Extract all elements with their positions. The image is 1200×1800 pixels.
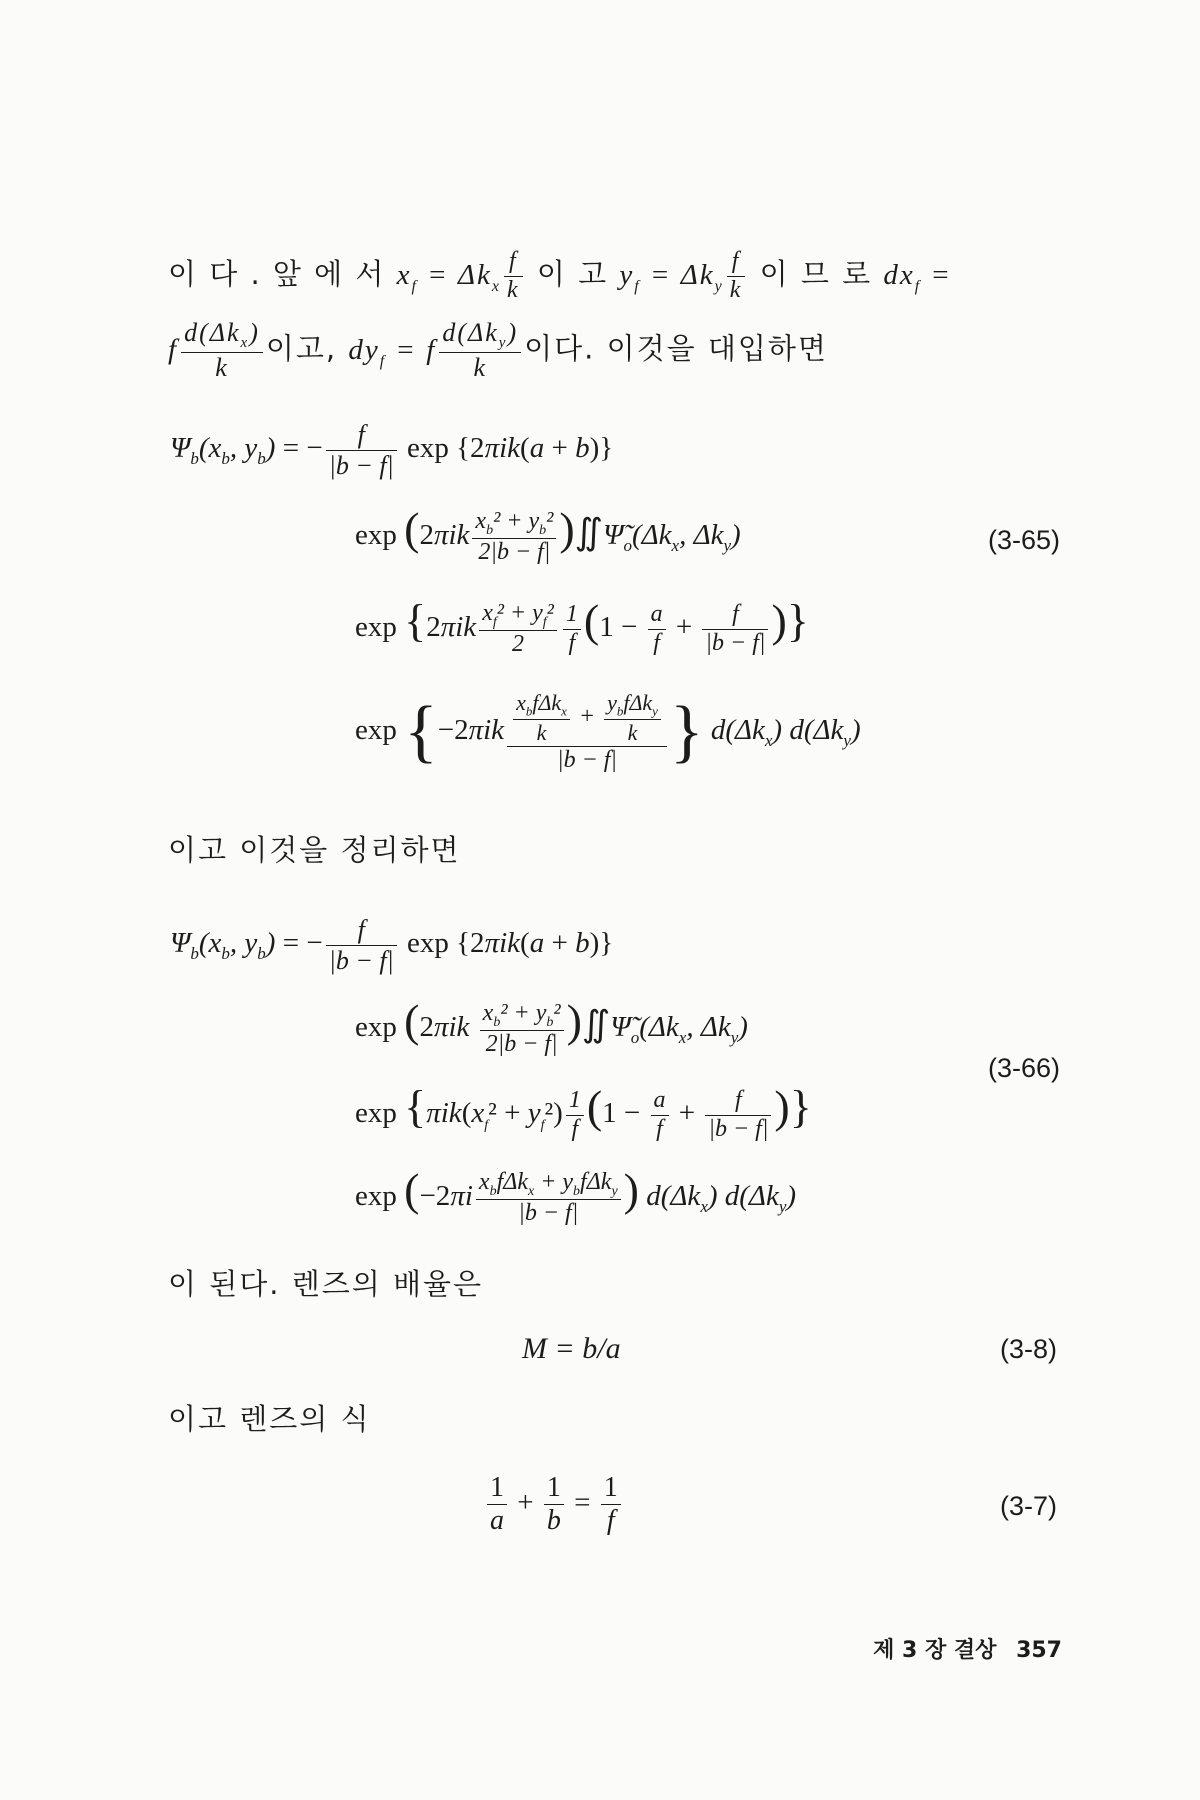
line2-a: 이고, <box>265 331 338 366</box>
eq-number-3-65: (3-65) <box>988 525 1061 555</box>
text-after-3-66: 이 된다. 렌즈의 배율은 <box>168 1267 483 1301</box>
line1-prefix: 이 다 . 앞 에 서 <box>168 257 386 292</box>
text-line-1 <box>168 248 952 304</box>
eq66-row4: exp (−2πi $\frac{x_bf\Delta k_x + y_bf\Delta k_y}{|b - f|}$ ) $d(\Delta k_x)$ $d(\Delta k_y)$ <box>355 1164 797 1227</box>
frac-f-k-2: $\frac{f}{k}$ <box>727 248 746 304</box>
chapter-label: 제 3 장 결상 <box>873 1638 997 1663</box>
eq-dxf: $dx_f$ = <box>883 259 952 295</box>
text-after-3-8: 이고 렌즈의 식 <box>168 1402 371 1436</box>
equation-lens: $\frac{1}{a}$ + $\frac{1}{b}$ = $\frac{1}{f}$ <box>484 1472 624 1537</box>
eq66-row1: $\Psi_b(x_b$, $y_b$) = − $\frac{f}{|b - f|}$ exp {2πik(a + b)} <box>170 915 614 975</box>
text-after-3-65: 이고 이것을 정리하면 <box>168 833 461 867</box>
page-number: 357 <box>1016 1638 1062 1663</box>
eq66-row3: $\exp \{\pi ik(x_f^2 + y_f^2)$ $\frac{1}{f}$ (1 − $\frac{a}{f}$ + $\frac{f}{|b - f|}$ )} <box>355 1081 812 1142</box>
eq-yf: $y_f = \Delta k_y$ <box>619 259 724 295</box>
equation-magnification: M = b/a <box>522 1332 621 1365</box>
eq65-row3: exp {2πik $\frac{x_f^2 + y_f^2}{2}$ $\frac{1}{f}$ (1 − $\frac{a}{f}$ + $\frac{f}{|b - f|}$ )} <box>355 595 809 658</box>
eq-f1: f <box>168 333 179 366</box>
line1-mid2: 이 므 로 <box>759 257 873 292</box>
eq65-row1: $\Psi_b(x_b$, $y_b$) = − $\frac{f}{|b - f|}$ exp {2πik(a + b)} <box>170 420 614 480</box>
frac-f-k: $\frac{f}{k}$ <box>504 248 523 304</box>
line2-b: 이다. 이것을 대입하면 <box>524 331 828 366</box>
eq65-row4: exp {−2πik $\frac{x_bf\Delta k_x}{k}$ + $\frac{y_bf\Delta k_y}{k}$ |b − f| } $d(\Delta k_x)$ $d(\Delta k_y)$ <box>355 690 861 773</box>
eq-xf: $x_f = \Delta k_x$ <box>396 259 502 295</box>
eq66-row2: exp (2πik $\frac{x_b^2 + y_b^2}{2|b - f|}$ )$∬\Psĩ_o(\Delta k_x$, $\Delta k_y$) <box>355 995 748 1058</box>
frac-dky-k: $\frac{d(\Delta k_y)}{k}$ <box>439 318 521 383</box>
frac-dkx-k: $\frac{d(\Delta k_x)}{k}$ <box>181 318 263 383</box>
eq-number-3-7: (3-7) <box>1000 1491 1058 1521</box>
text-line-2 <box>168 318 828 383</box>
eq-number-3-8: (3-8) <box>1000 1334 1058 1364</box>
eq-number-3-66: (3-66) <box>988 1053 1061 1083</box>
page-footer <box>873 1633 1062 1664</box>
eq-dyf: $dy_f = f$ <box>348 333 437 370</box>
eq65-row2: exp (2πik $\frac{x_b^2 + y_b^2}{2|b - f|}$ )$∬\Psĩ_o(\Delta k_x$, $\Delta k_y$) <box>355 503 741 566</box>
line1-mid1: 이 고 <box>536 257 609 292</box>
